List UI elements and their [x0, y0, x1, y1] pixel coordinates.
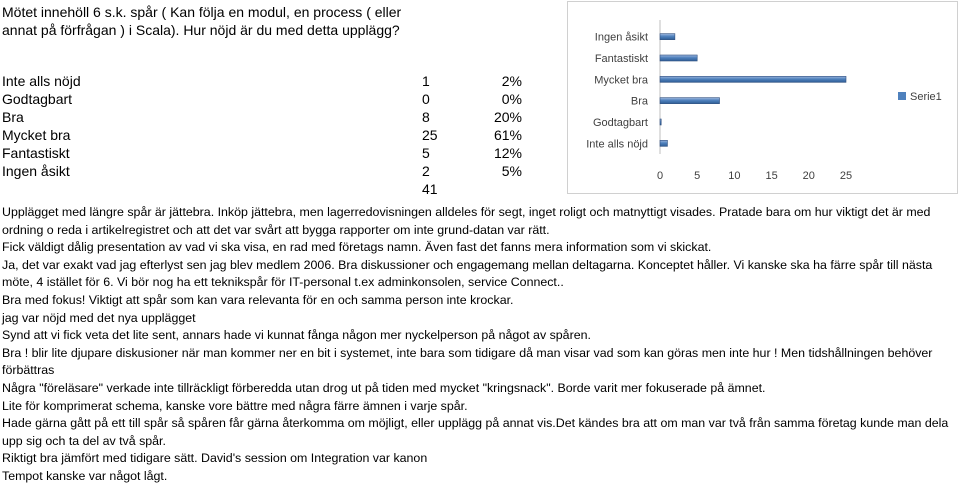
x-tick-label: 25 — [839, 170, 853, 182]
row-label: Bra — [2, 109, 24, 125]
row-percent: 0% — [501, 91, 522, 107]
results-table — [2, 72, 522, 198]
comments — [2, 204, 952, 486]
legend-label: Serie1 — [910, 91, 942, 103]
row-label: Ingen åsikt — [2, 163, 70, 179]
row-label: Fantastiskt — [2, 145, 70, 161]
bar — [660, 119, 661, 125]
comment: Upplägget med längre spår är jättebra. Inköp jättebra, men lagerredovisningen alldeles för segt, inget roligt och matnyttigt visades. Pratade bara om hur viktigt det är med ordning o reda i artikelregistret och att det var svårt att bygga rapporter om inte grund-datan var rätt. — [2, 205, 931, 237]
table-row — [2, 162, 522, 180]
table-row — [2, 90, 522, 108]
comment: Riktigt bra jämfört med tidigare sätt. David's session om Integration var kanon — [2, 451, 428, 466]
x-tick-label: 10 — [728, 170, 741, 182]
total-row — [2, 180, 522, 198]
row-label: Godtagbart — [2, 91, 73, 107]
table-row — [2, 72, 522, 90]
chart-legend — [898, 91, 942, 103]
bar — [660, 34, 675, 40]
x-tick-label: 0 — [656, 170, 664, 182]
bar — [660, 140, 667, 146]
x-tick-label: 15 — [765, 170, 778, 182]
question-text: Mötet innehöll 6 s.k. spår ( Kan följa en modul, en process ( eller annat på förfrågan ) i Scala). Hur nöjd är du med detta upplägg? — [2, 4, 402, 38]
row-percent: 5% — [501, 163, 522, 179]
category-label: Godtagbart — [592, 117, 648, 129]
table-row — [2, 126, 522, 144]
row-percent: 61% — [493, 127, 522, 143]
table-row — [2, 144, 522, 162]
comment: Fick väldigt dålig presentation av vad vi ska visa, en rad med företags namn. Även fast det fanns mera information som vi skickat. — [2, 240, 712, 255]
comment: Bra ! blir lite djupare diskusioner när man kommer ner en bit i systemet, inte bara som tidigare då man visar vad som kan göras men inte hur ! Men tidshållningen behöver förbättras — [2, 345, 933, 378]
row-label: Mycket bra — [2, 127, 71, 143]
bar — [660, 76, 846, 82]
category-labels — [586, 32, 649, 151]
row-count: 2 — [422, 163, 430, 179]
category-label: Mycket bra — [594, 74, 648, 87]
comment: Hade gärna gått på ett till spår så spåren får gärna återkomma om möjligt, eller upplägg på annat vis.Det kändes bra att om man var två från samma företag kunde man dela upp sig och ta del av två spår. — [2, 416, 949, 448]
bar — [660, 98, 720, 104]
comment: Lite för komprimerat schema, kanske vore bättre med några färre ämnen i varje spår. — [2, 398, 468, 413]
row-label: Inte alls nöjd — [2, 73, 81, 89]
row-count: 25 — [422, 127, 438, 143]
comment: Synd att vi fick veta det lite sent, annars hade vi kunnat fånga någon mer nyckelperson på något av spåren. — [2, 328, 591, 343]
chart-bars — [660, 20, 846, 154]
category-label: Inte alls nöjd — [586, 138, 648, 151]
x-tick-labels — [657, 170, 852, 182]
row-percent: 12% — [493, 145, 522, 161]
category-label: Bra — [630, 95, 648, 108]
x-tick-label: 5 — [694, 170, 701, 182]
comment: jag var nöjd med det nya upplägget — [2, 310, 196, 325]
chart-svg — [568, 2, 959, 195]
comment: Bra med fokus! Viktigt att spår som kan vara relevanta för en och samma person inte krockar. — [2, 292, 514, 307]
row-count: 1 — [422, 73, 430, 89]
category-label: Fantastiskt — [594, 53, 648, 65]
comment: Några "föreläsare" verkade inte tillräckligt förberedda utan drog ut på tiden med mycket "kringsnack". Borde varit mer fokuserade på ämnet. — [2, 380, 766, 395]
row-count: 5 — [422, 145, 430, 161]
table-row — [2, 108, 522, 126]
row-count: 0 — [422, 91, 430, 107]
total-count: 41 — [422, 181, 438, 197]
row-percent: 20% — [493, 109, 522, 125]
comment: Ja, det var exakt vad jag efterlyst sen jag blev medlem 2006. Bra diskussioner och engagemang mellan deltagarna. Konceptet håller. Vi kanske ska ha färre spår till nästa möte, 4 istället för 6. Vi bör nog ha ett teknikspår för IT-personal t.ex adminkonsolen, service Connect.. — [2, 257, 933, 290]
category-label: Ingen åsikt — [594, 31, 648, 44]
row-percent: 2% — [501, 73, 522, 89]
bar-chart — [567, 1, 958, 194]
legend-swatch — [898, 92, 906, 100]
row-count: 8 — [422, 109, 430, 125]
bar — [660, 55, 697, 61]
x-tick-label: 20 — [802, 170, 815, 182]
comment: Tempot kanske var något lågt. — [2, 468, 168, 483]
